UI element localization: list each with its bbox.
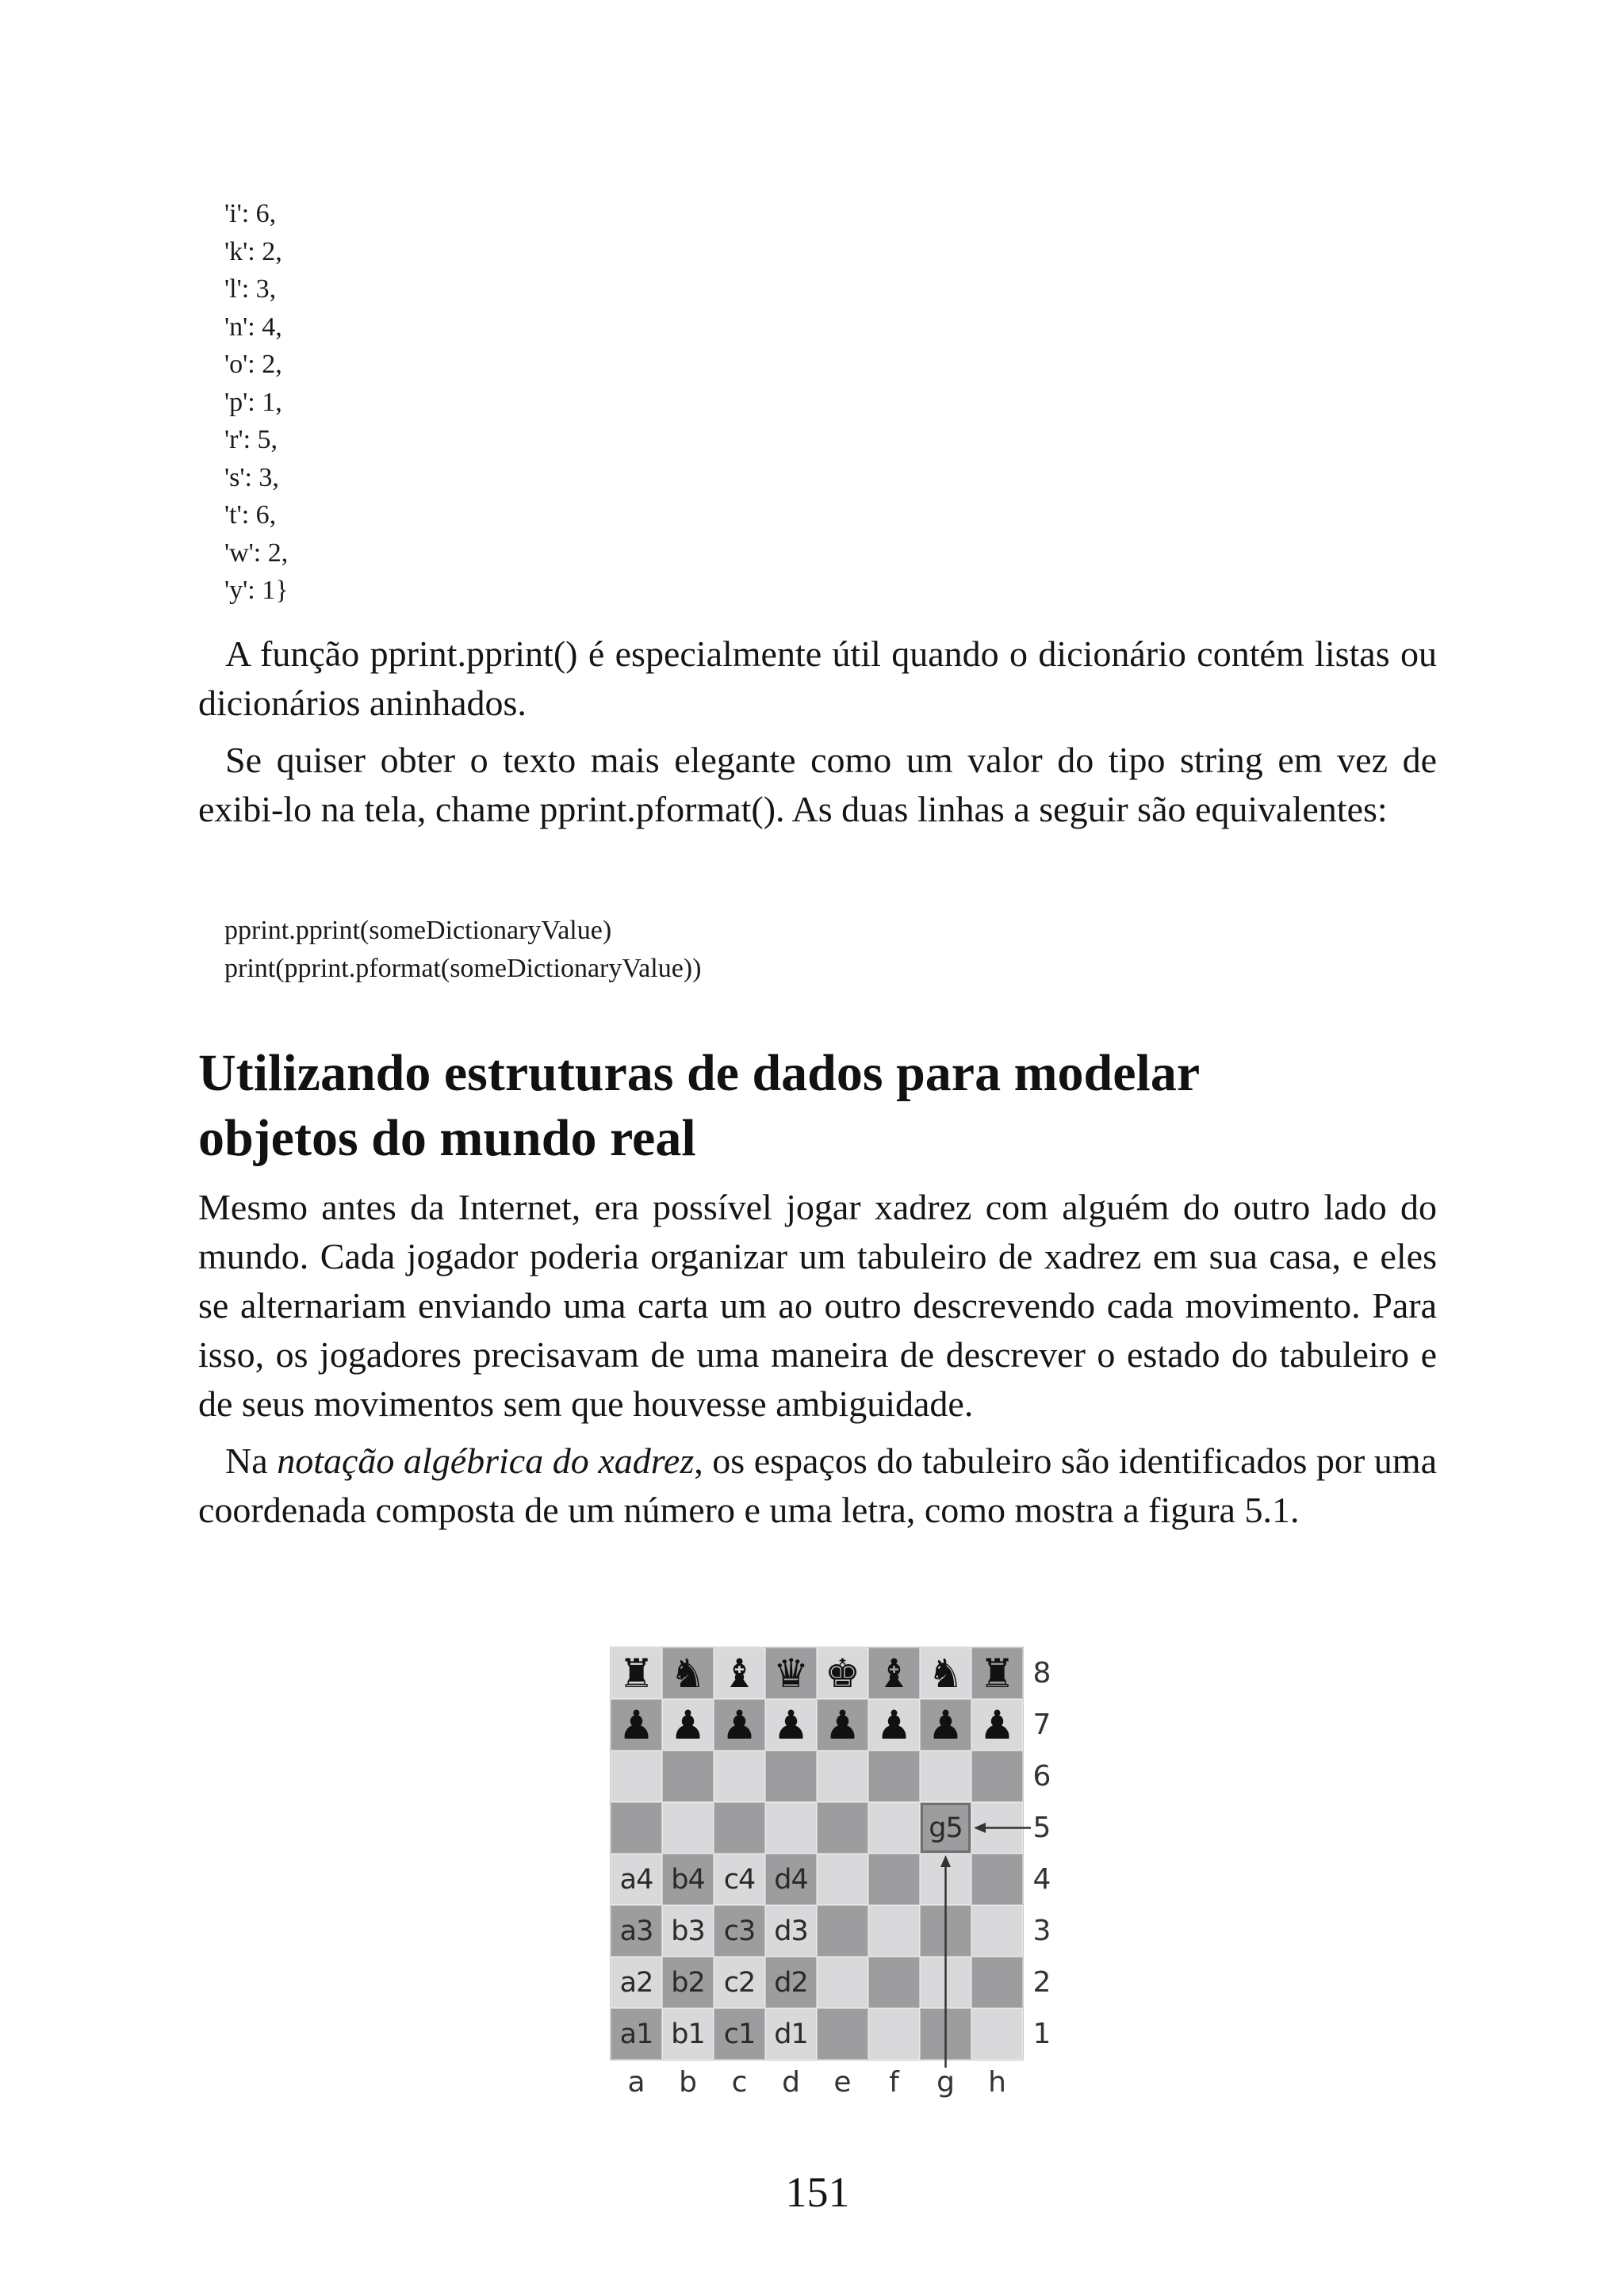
square-c1 — [714, 2008, 765, 2060]
rank-label: 6 — [1032, 1760, 1051, 1793]
black-pawn-icon: ♟ — [928, 1701, 963, 1748]
square-b2 — [662, 1957, 714, 2008]
square-h5 — [971, 1802, 1023, 1854]
code-line: 'y': 1} — [224, 576, 289, 605]
square-e3 — [817, 1905, 868, 1957]
code-block-equivalent-lines — [224, 912, 701, 987]
square-e7 — [817, 1699, 868, 1751]
square-b3 — [662, 1905, 714, 1957]
square-coordinate-label: c1 — [723, 2018, 756, 2050]
square-g8 — [920, 1647, 971, 1699]
file-label: g — [936, 2066, 955, 2099]
code-line: 'w': 2, — [224, 538, 289, 568]
square-b8 — [662, 1647, 714, 1699]
square-coordinate-label: d1 — [774, 2018, 808, 2050]
square-coordinate-label: a1 — [619, 2018, 653, 2050]
square-d4 — [765, 1854, 817, 1905]
square-e2 — [817, 1957, 868, 2008]
black-rook-icon: ♜ — [979, 1650, 1015, 1697]
square-e1 — [817, 2008, 868, 2060]
file-label: c — [731, 2066, 748, 2099]
square-b7 — [662, 1699, 714, 1751]
square-coordinate-label: a4 — [619, 1863, 653, 1896]
square-a3 — [611, 1905, 662, 1957]
code-line: 'r': 5, — [224, 425, 278, 454]
file-label: d — [782, 2066, 800, 2099]
black-pawn-icon: ♟ — [722, 1701, 757, 1748]
square-d3 — [765, 1905, 817, 1957]
square-coordinate-label: b4 — [671, 1863, 705, 1896]
code-line: 'p': 1, — [224, 387, 282, 417]
square-d2 — [765, 1957, 817, 2008]
square-a8 — [611, 1647, 662, 1699]
heading-line: objetos do mundo real — [198, 1109, 696, 1167]
paragraph-chess-by-mail: Mesmo antes da Internet, era possível jogar xadrez com alguém do outro lado do mundo. Cada jogador poderia organizar um tabuleiro de xadrez em sua casa, e eles se alternariam enviando uma carta um ao outro descrevendo cada movimento. Para isso, os jogadores precisavam de uma maneira de descrever o estado do tabuleiro e de seus movimentos sem que houvesse ambiguidade. — [198, 1187, 1437, 1424]
paragraph-pformat: Se quiser obter o texto mais elegante como um valor do tipo string em vez de exibi-lo na tela, chame pprint.pformat(). As duas linhas a seguir são equivalentes: — [198, 740, 1437, 829]
square-g3 — [920, 1905, 971, 1957]
black-pawn-icon: ♟ — [825, 1701, 860, 1748]
black-knight-icon: ♞ — [928, 1650, 963, 1697]
square-coordinate-label: c4 — [723, 1863, 756, 1896]
square-coordinate-label: b1 — [671, 2018, 705, 2050]
square-g2 — [920, 1957, 971, 2008]
code-line: 't': 6, — [224, 500, 277, 530]
square-d7 — [765, 1699, 817, 1751]
square-h4 — [971, 1854, 1023, 1905]
rank-label: 4 — [1032, 1863, 1051, 1896]
square-f4 — [868, 1854, 920, 1905]
square-c6 — [714, 1751, 765, 1802]
rank-labels — [1025, 1647, 1059, 2060]
square-coordinate-label: b2 — [671, 1966, 705, 1999]
square-g1 — [920, 2008, 971, 2060]
file-label: a — [627, 2066, 645, 2099]
chessboard — [611, 1647, 1023, 2060]
square-h8 — [971, 1647, 1023, 1699]
code-line: print(pprint.pformat(someDictionaryValue)) — [224, 953, 702, 983]
square-g7 — [920, 1699, 971, 1751]
square-g4 — [920, 1854, 971, 1905]
square-coordinate-label: b3 — [671, 1915, 705, 1947]
rank-label: 8 — [1032, 1657, 1051, 1689]
paragraph-text: Na — [225, 1441, 278, 1481]
square-h2 — [971, 1957, 1023, 2008]
file-label: h — [988, 2066, 1006, 2099]
code-line: 'l': 3, — [224, 274, 277, 304]
square-e5 — [817, 1802, 868, 1854]
rank-label: 2 — [1032, 1966, 1051, 1999]
square-coordinate-label: d4 — [774, 1863, 808, 1896]
square-f6 — [868, 1751, 920, 1802]
black-knight-icon: ♞ — [670, 1650, 706, 1697]
square-b6 — [662, 1751, 714, 1802]
code-line: 'i': 6, — [224, 199, 277, 228]
square-c7 — [714, 1699, 765, 1751]
square-f2 — [868, 1957, 920, 2008]
page-number: 151 — [785, 2168, 850, 2216]
paragraph-pprint: A função pprint.pprint() é especialmente útil quando o dicionário contém listas ou dicionários aninhados. — [198, 633, 1437, 723]
square-a5 — [611, 1802, 662, 1854]
square-c5 — [714, 1802, 765, 1854]
section-heading — [198, 1041, 1437, 1171]
square-f1 — [868, 2008, 920, 2060]
square-h1 — [971, 2008, 1023, 2060]
black-pawn-icon: ♟ — [619, 1701, 654, 1748]
square-coordinate-label: d2 — [774, 1966, 808, 1999]
figure-chessboard-coordinates — [611, 1647, 1071, 2107]
paragraph-algebraic-notation — [198, 1437, 1437, 1535]
square-d6 — [765, 1751, 817, 1802]
square-a4 — [611, 1854, 662, 1905]
square-g5 — [920, 1802, 971, 1854]
black-rook-icon: ♜ — [619, 1650, 654, 1697]
code-line: 'k': 2, — [224, 236, 282, 266]
square-b1 — [662, 2008, 714, 2060]
square-f5 — [868, 1802, 920, 1854]
square-c2 — [714, 1957, 765, 2008]
file-label: e — [833, 2066, 852, 2099]
square-e4 — [817, 1854, 868, 1905]
highlighted-square-label: g5 — [929, 1812, 963, 1844]
square-h7 — [971, 1699, 1023, 1751]
file-labels — [611, 2063, 1023, 2103]
square-d8 — [765, 1647, 817, 1699]
black-pawn-icon: ♟ — [773, 1701, 809, 1748]
code-line: pprint.pprint(someDictionaryValue) — [224, 916, 612, 945]
square-e6 — [817, 1751, 868, 1802]
square-c4 — [714, 1854, 765, 1905]
square-f3 — [868, 1905, 920, 1957]
code-line: 'o': 2, — [224, 350, 282, 379]
black-bishop-icon: ♝ — [722, 1650, 757, 1697]
square-a2 — [611, 1957, 662, 2008]
code-line: 's': 3, — [224, 462, 279, 492]
square-a7 — [611, 1699, 662, 1751]
emphasis-term: notação algébrica do xadrez — [277, 1441, 695, 1481]
square-d1 — [765, 2008, 817, 2060]
rank-label: 5 — [1032, 1812, 1051, 1844]
square-g6 — [920, 1751, 971, 1802]
black-pawn-icon: ♟ — [876, 1701, 912, 1748]
rank-label: 1 — [1032, 2018, 1051, 2050]
black-pawn-icon: ♟ — [979, 1701, 1015, 1748]
black-queen-icon: ♛ — [773, 1650, 809, 1697]
square-b4 — [662, 1854, 714, 1905]
square-f7 — [868, 1699, 920, 1751]
square-h3 — [971, 1905, 1023, 1957]
square-d5 — [765, 1802, 817, 1854]
black-king-icon: ♚ — [825, 1650, 860, 1697]
square-c3 — [714, 1905, 765, 1957]
square-b5 — [662, 1802, 714, 1854]
rank-label: 7 — [1032, 1709, 1051, 1741]
square-a1 — [611, 2008, 662, 2060]
paragraph-text: , os espaços do tabuleiro são identificados por uma coordenada composta de um número e uma letra, como mostra a figura 5.1. — [198, 1441, 1437, 1530]
heading-line: Utilizando estruturas de dados para modelar — [198, 1044, 1201, 1102]
square-a6 — [611, 1751, 662, 1802]
square-f8 — [868, 1647, 920, 1699]
black-pawn-icon: ♟ — [670, 1701, 706, 1748]
square-c8 — [714, 1647, 765, 1699]
square-coordinate-label: c2 — [723, 1966, 756, 1999]
square-h6 — [971, 1751, 1023, 1802]
code-block-dictionary-output — [224, 195, 289, 610]
file-label: f — [889, 2066, 899, 2099]
square-coordinate-label: a3 — [619, 1915, 653, 1947]
square-coordinate-label: a2 — [619, 1966, 653, 1999]
code-line: 'n': 4, — [224, 312, 282, 342]
square-coordinate-label: c3 — [723, 1915, 756, 1947]
rank-label: 3 — [1032, 1915, 1051, 1947]
file-label: b — [679, 2066, 697, 2099]
square-coordinate-label: d3 — [774, 1915, 808, 1947]
black-bishop-icon: ♝ — [876, 1650, 912, 1697]
square-e8 — [817, 1647, 868, 1699]
